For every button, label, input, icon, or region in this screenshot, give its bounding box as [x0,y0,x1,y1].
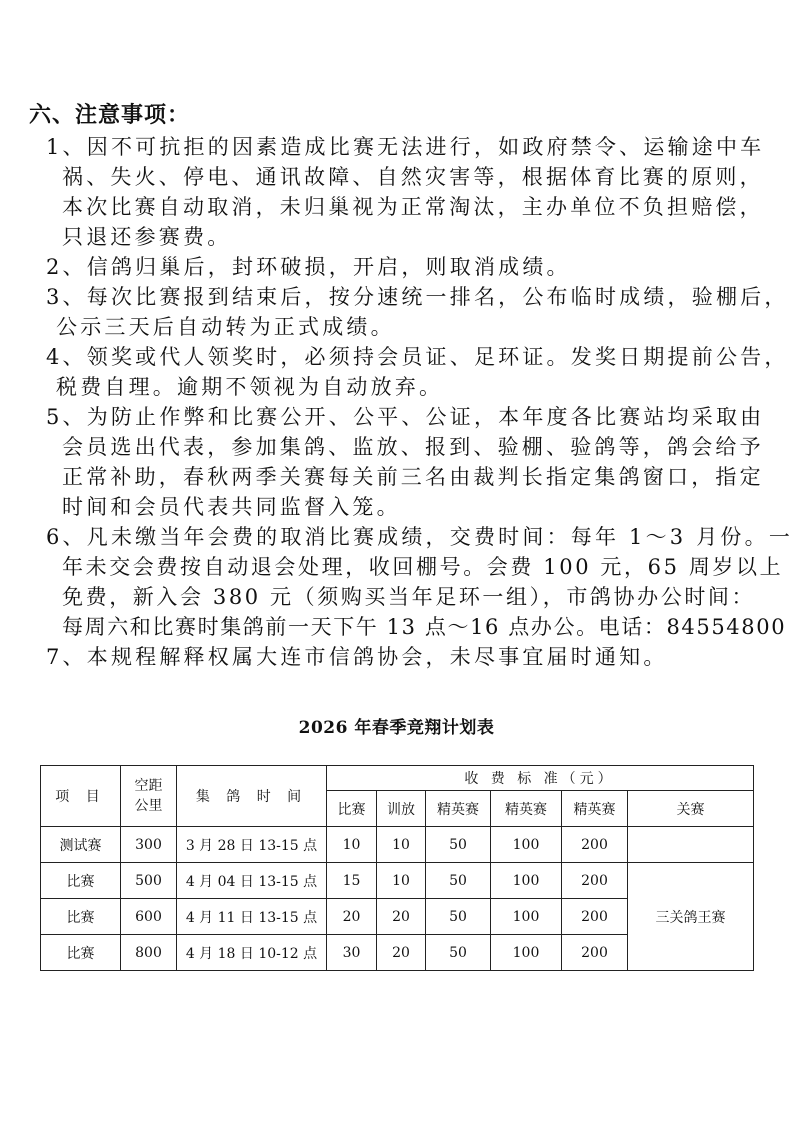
plan-title: 2026 年春季竞翔计划表 [298,718,495,738]
note-6-line-1: 6、凡未缴当年会费的取消比赛成绩，交费时间：每年 1～3 月份。一 [46,525,793,549]
row-fee-elite-2: 100 [491,899,562,935]
table-row [41,863,754,899]
note-3-line-2: 公示三天后自动转为正式成绩。 [56,315,395,339]
note-6-line-2: 年未交会费按自动退会处理，收回棚号。会费 100 元，65 周岁以上 [62,555,784,579]
row-fee-race: 10 [327,827,377,863]
note-5-line-4: 时间和会员代表共同监督入笼。 [62,495,401,519]
note-7-line-1: 7、本规程解释权属大连市信鸽协会，未尽事宜届时通知。 [46,645,668,669]
note-5-line-1: 5、为防止作弊和比赛公开、公平、公证，本年度各比赛站均采取由 [46,405,765,429]
row-fee-race: 20 [327,899,377,935]
row-time: 4 月 18 日 10-12 点 [177,935,327,971]
header-fee-elite-3: 精英赛 [562,791,628,827]
row-fee-training: 10 [377,863,426,899]
note-1-line-1: 1、因不可抗拒的因素造成比赛无法进行，如政府禁令、运输途中车 [46,135,765,159]
row-distance: 800 [121,935,177,971]
row-fee-race: 30 [327,935,377,971]
note-1-line-4: 只退还参赛费。 [62,225,232,249]
header-item: 项 目 [41,766,121,827]
notes-heading: 六、注意事项： [29,102,191,128]
note-2-line-1: 2、信鸽归巢后，封环破损，开启，则取消成绩。 [46,255,571,279]
note-4-line-1: 4、领奖或代人领奖时，必须持会员证、足环证。发奖日期提前公告， [46,345,789,369]
row-fee-elite-1: 50 [426,899,491,935]
header-fee-guan-sai: 关赛 [628,791,754,827]
note-6-line-3: 免费，新入会 380 元（须购买当年足环一组），市鸽协办公时间： [62,585,756,609]
header-fee-elite-2: 精英赛 [491,791,562,827]
header-fee-training: 训放 [377,791,426,827]
header-fee-elite-1: 精英赛 [426,791,491,827]
header-row-1 [41,766,754,791]
note-5-line-3: 正常补助，春秋两季关赛每关前三名由裁判长指定集鸽窗口，指定 [62,465,764,489]
row-fee-elite-1: 50 [426,935,491,971]
note-1-line-3: 本次比赛自动取消，未归巢视为正常淘汰，主办单位不负担赔偿， [62,195,764,219]
table-row [41,827,754,863]
header-distance-line-2: 公里 [134,798,163,814]
row-item: 测试赛 [41,827,121,863]
row-time: 3 月 28 日 13-15 点 [177,827,327,863]
row-item: 比赛 [41,899,121,935]
row-fee-elite-3: 200 [562,935,628,971]
row-fee-elite-3: 200 [562,827,628,863]
row-distance: 600 [121,899,177,935]
row-distance: 500 [121,863,177,899]
row-fee-elite-2: 100 [491,863,562,899]
note-4-line-2: 税费自理。逾期不领视为自动放弃。 [56,375,444,399]
row-fee-race: 15 [327,863,377,899]
race-plan-table [40,765,754,971]
header-distance-line-1: 空距 [134,778,163,794]
row-item: 比赛 [41,863,121,899]
row-fee-elite-1: 50 [426,863,491,899]
note-1-line-2: 祸、失火、停电、通讯故障、自然灾害等，根据体育比赛的原则， [62,165,764,189]
row-fee-elite-2: 100 [491,827,562,863]
row-guan-sai-merged: 三关鸽王赛 [628,863,754,971]
row-item: 比赛 [41,935,121,971]
row-distance: 300 [121,827,177,863]
row-fee-training: 10 [377,827,426,863]
row-fee-training: 20 [377,935,426,971]
row-fee-elite-3: 200 [562,899,628,935]
header-distance [121,766,177,827]
header-fees: 收 费 标 准（元） [327,766,754,791]
header-fee-race: 比赛 [327,791,377,827]
row-guan-sai-empty [628,827,754,863]
header-time: 集 鸽 时 间 [177,766,327,827]
row-time: 4 月 04 日 13-15 点 [177,863,327,899]
row-fee-training: 20 [377,899,426,935]
row-fee-elite-3: 200 [562,863,628,899]
note-3-line-1: 3、每次比赛报到结束后，按分速统一排名，公布临时成绩，验棚后， [46,285,789,309]
row-fee-elite-2: 100 [491,935,562,971]
row-time: 4 月 11 日 13-15 点 [177,899,327,935]
note-6-line-4: 每周六和比赛时集鸽前一天下午 13 点～16 点办公。电话：84554800 [62,615,787,639]
row-fee-elite-1: 50 [426,827,491,863]
note-5-line-2: 会员选出代表，参加集鸽、监放、报到、验棚、验鸽等，鸽会给予 [62,435,764,459]
